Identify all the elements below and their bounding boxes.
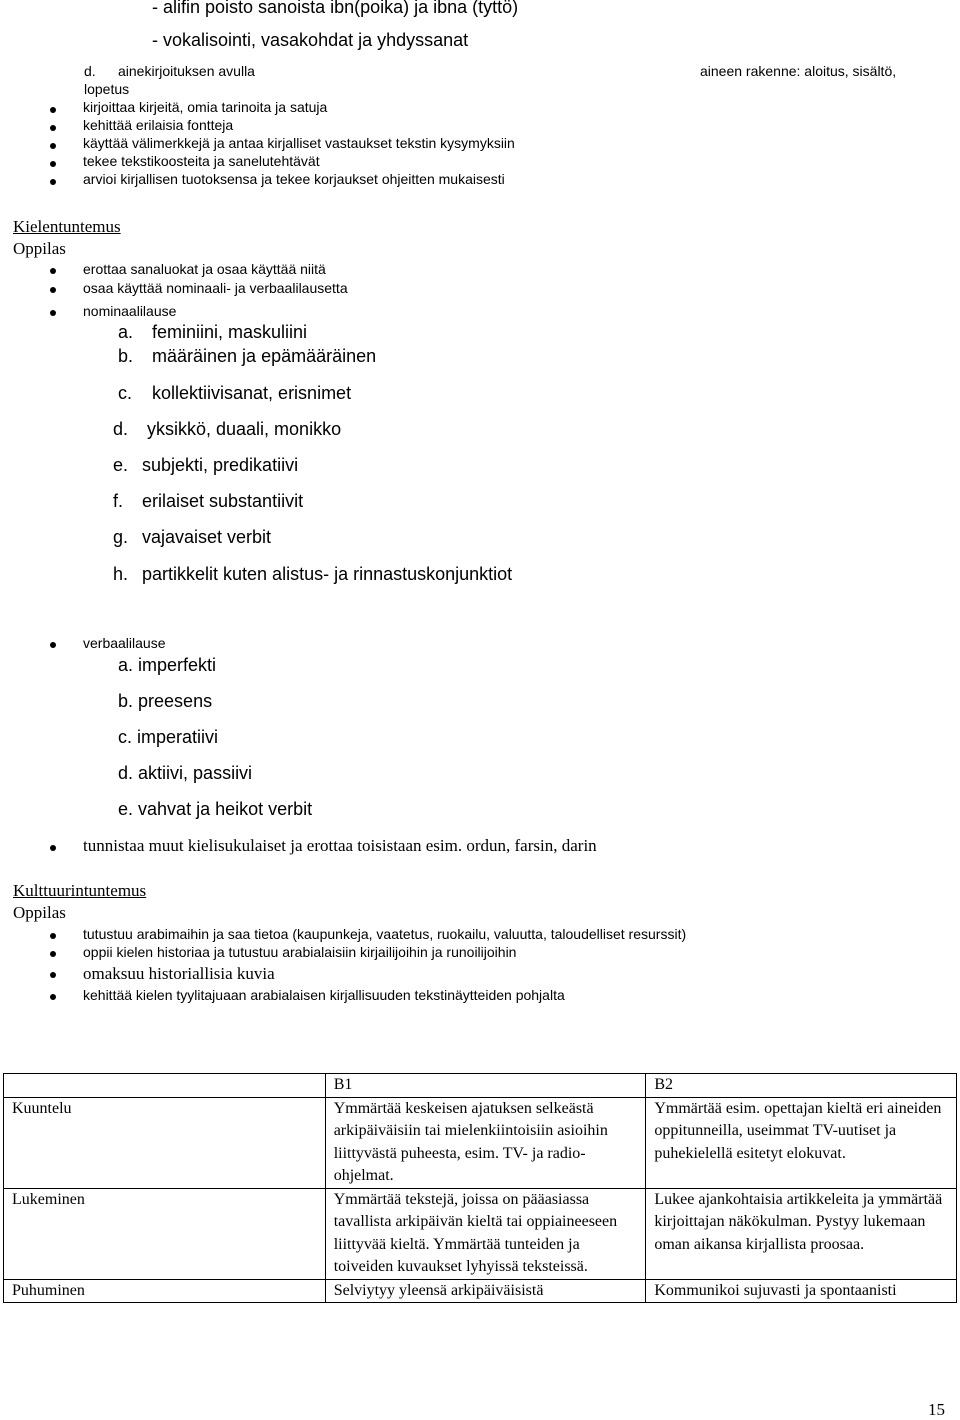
sublist-marker: c. <box>118 383 133 403</box>
list-item: kehittää kielen tyylitajuaan arabialaisen kirjallisuuden tekstinäytteiden pohjalta <box>83 987 565 1003</box>
table-row <box>4 1188 957 1279</box>
bullet-dot <box>50 994 56 1000</box>
list-item: nominaalilause <box>83 303 177 319</box>
intro-line-1: - alifin poisto sanoista ibn(poika) ja ibna (tyttö) <box>152 0 519 17</box>
table-cell: Ymmärtää tekstejä, joissa on pääasiassa tavallista arkipäivän kieltä tai oppiaineeseen liittyvää kieltä. Ymmärtää tunteiden ja toiveiden kuvaukset lyhyissä teksteissä. <box>325 1188 646 1279</box>
list-item: tunnistaa muut kielisukulaiset ja erottaa toisistaan esim. ordun, farsin, darin <box>83 836 597 855</box>
item-d-marker: d. <box>84 63 96 79</box>
bullet-dot <box>50 107 56 113</box>
skills-table <box>3 1073 957 1303</box>
table-cell: Ymmärtää keskeisen ajatuksen selkeästä arkipäiväisiin tai mielenkiintoisiin asioihin liittyvästä puheesta, esim. TV- ja radio-ohjelmat. <box>325 1097 646 1188</box>
table-row-label: Puhuminen <box>4 1279 326 1303</box>
list-item: kehittää erilaisia fontteja <box>83 117 234 133</box>
sublist-item: erilaiset substantiivit <box>142 491 304 511</box>
sublist-marker: a. <box>118 322 134 342</box>
bullet-dot <box>50 287 56 293</box>
table-row <box>4 1279 957 1303</box>
item-d-text: ainekirjoituksen avulla <box>118 63 255 79</box>
section-heading-kielentuntemus: Kielentuntemus <box>13 217 121 236</box>
list-item: erottaa sanaluokat ja osaa käyttää niitä <box>83 261 326 277</box>
bullet-dot <box>50 951 56 957</box>
list-item: osaa käyttää nominaali- ja verbaalilausetta <box>83 280 348 296</box>
bullet-dot <box>50 179 56 185</box>
section-subheading-oppilas: Oppilas <box>13 903 66 922</box>
bullet-dot <box>50 125 56 131</box>
sublist-marker: d. <box>113 419 129 439</box>
sublist-item: a. imperfekti <box>118 655 217 675</box>
list-item: arvioi kirjallisen tuotoksensa ja tekee korjaukset ohjeitten mukaisesti <box>83 171 505 187</box>
table-cell: Selviytyy yleensä arkipäiväisistä <box>325 1279 646 1303</box>
bullet-dot <box>50 972 56 978</box>
page-number: 15 <box>928 1400 945 1419</box>
sublist-item: subjekti, predikatiivi <box>142 455 299 475</box>
sublist-item: yksikkö, duaali, monikko <box>147 419 342 439</box>
table-row <box>4 1097 957 1188</box>
table-cell: Ymmärtää esim. opettajan kieltä eri aineiden oppitunneilla, useimmat TV-uutiset ja puhekielellä esitetyt elokuvat. <box>646 1097 957 1188</box>
section-heading-kulttuurintuntemus: Kulttuurintuntemus <box>13 881 147 900</box>
list-item: oppii kielen historiaa ja tutustuu arabialaisiin kirjailijoihin ja runoilijoihin <box>83 944 517 960</box>
sublist-item: d. aktiivi, passiivi <box>118 763 253 783</box>
list-item: tutustuu arabimaihin ja saa tietoa (kaupunkeja, vaatetus, ruokailu, valuutta, taloudelliset resurssit) <box>83 926 687 942</box>
sublist-marker: f. <box>113 491 124 511</box>
table-header-cell <box>4 1074 326 1098</box>
table-header-row <box>4 1074 957 1098</box>
list-item: kirjoittaa kirjeitä, omia tarinoita ja satuja <box>83 99 328 115</box>
sublist-item: vajavaiset verbit <box>142 527 272 547</box>
sublist-marker: g. <box>113 527 129 547</box>
bullet-dot <box>50 310 56 316</box>
sublist-item: määräinen ja epämääräinen <box>152 346 377 366</box>
section-subheading-oppilas: Oppilas <box>13 239 66 258</box>
intro-line-2: - vokalisointi, vasakohdat ja yhdyssanat <box>152 30 469 50</box>
bullet-dot <box>50 933 56 939</box>
list-item: omaksuu historiallisia kuvia <box>83 964 275 983</box>
sublist-item: b. preesens <box>118 691 213 711</box>
table-row-label: Lukeminen <box>4 1188 326 1279</box>
bullet-dot <box>50 161 56 167</box>
sublist-marker: e. <box>113 455 129 475</box>
table-cell: Kommunikoi sujuvasti ja spontaanisti <box>646 1279 957 1303</box>
bullet-dot <box>50 268 56 274</box>
item-d-right-text: aineen rakenne: aloitus, sisältö, <box>700 63 897 79</box>
list-item: käyttää välimerkkejä ja antaa kirjalliset vastaukset tekstin kysymyksiin <box>83 135 515 151</box>
item-d-continuation: lopetus <box>84 81 130 97</box>
table-header-cell: B2 <box>646 1074 957 1098</box>
sublist-item: feminiini, maskuliini <box>152 322 308 342</box>
table-header-cell: B1 <box>325 1074 646 1098</box>
list-item: verbaalilause <box>83 635 166 651</box>
bullet-dot <box>50 642 56 648</box>
sublist-item: c. imperatiivi <box>118 727 219 747</box>
table-cell: Lukee ajankohtaisia artikkeleita ja ymmärtää kirjoittajan näkökulman. Pystyy lukemaan oman aikansa kirjallista proosaa. <box>646 1188 957 1279</box>
sublist-item: partikkelit kuten alistus- ja rinnastuskonjunktiot <box>142 564 513 584</box>
sublist-marker: h. <box>113 564 129 584</box>
list-item: tekee tekstikoosteita ja sanelutehtävät <box>83 153 320 169</box>
bullet-dot <box>50 845 56 851</box>
bullet-dot <box>50 143 56 149</box>
table-row-label: Kuuntelu <box>4 1097 326 1188</box>
sublist-marker: b. <box>118 346 134 366</box>
sublist-item: kollektiivisanat, erisnimet <box>152 383 352 403</box>
sublist-item: e. vahvat ja heikot verbit <box>118 799 313 819</box>
